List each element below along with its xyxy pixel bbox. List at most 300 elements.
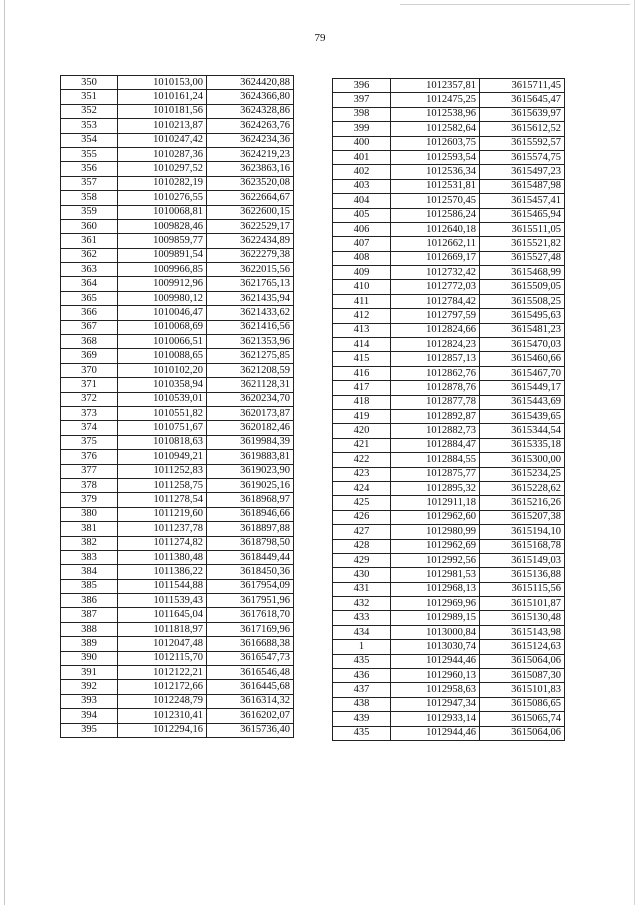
y-coordinate-cell: 3624366,80 [207, 90, 294, 104]
table-row [333, 179, 565, 193]
point-number-cell: 410 [333, 280, 391, 294]
point-number-cell: 380 [61, 507, 118, 521]
point-number-cell: 408 [333, 251, 391, 265]
x-coordinate-cell: 1009891,54 [118, 248, 207, 262]
point-number-cell: 396 [333, 79, 391, 93]
x-coordinate-cell: 1012586,24 [391, 208, 480, 222]
point-number-cell: 358 [61, 191, 118, 205]
table-row [333, 266, 565, 280]
point-number-cell: 425 [333, 496, 391, 510]
table-row [333, 208, 565, 222]
y-coordinate-cell: 3616546,48 [207, 666, 294, 680]
x-coordinate-cell: 1012947,34 [391, 697, 480, 711]
point-number-cell: 409 [333, 266, 391, 280]
y-coordinate-cell: 3615467,70 [480, 366, 565, 380]
x-coordinate-cell: 1012538,96 [391, 107, 480, 121]
y-coordinate-cell: 3619025,16 [207, 478, 294, 492]
y-coordinate-cell: 3615449,17 [480, 381, 565, 395]
y-coordinate-cell: 3615470,03 [480, 338, 565, 352]
point-number-cell: 394 [61, 709, 118, 723]
point-number-cell: 430 [333, 568, 391, 582]
table-row [61, 406, 294, 420]
point-number-cell: 428 [333, 539, 391, 553]
x-coordinate-cell: 1011386,22 [118, 565, 207, 579]
x-coordinate-cell: 1012884,47 [391, 438, 480, 452]
point-number-cell: 388 [61, 622, 118, 636]
y-coordinate-cell: 3615487,98 [480, 179, 565, 193]
x-coordinate-cell: 1010068,69 [118, 320, 207, 334]
table-row [333, 654, 565, 668]
y-coordinate-cell: 3619883,81 [207, 450, 294, 464]
table-row [333, 409, 565, 423]
y-coordinate-cell: 3615300,00 [480, 453, 565, 467]
y-coordinate-cell: 3615612,52 [480, 122, 565, 136]
x-coordinate-cell: 1010949,21 [118, 450, 207, 464]
point-number-cell: 401 [333, 150, 391, 164]
coordinates-table-right-body [333, 79, 565, 741]
x-coordinate-cell: 1011539,43 [118, 594, 207, 608]
y-coordinate-cell: 3617951,96 [207, 594, 294, 608]
point-number-cell: 361 [61, 234, 118, 248]
table-row [61, 90, 294, 104]
x-coordinate-cell: 1009980,12 [118, 291, 207, 305]
point-number-cell: 352 [61, 104, 118, 118]
x-coordinate-cell: 1012603,75 [391, 136, 480, 150]
y-coordinate-cell: 3621275,85 [207, 349, 294, 363]
table-row [333, 597, 565, 611]
table-row [333, 453, 565, 467]
table-row [61, 536, 294, 550]
point-number-cell: 398 [333, 107, 391, 121]
point-number-cell: 371 [61, 378, 118, 392]
x-coordinate-cell: 1010066,51 [118, 335, 207, 349]
table-row [61, 622, 294, 636]
x-coordinate-cell: 1010539,01 [118, 392, 207, 406]
y-coordinate-cell: 3622279,38 [207, 248, 294, 262]
point-number-cell: 423 [333, 467, 391, 481]
table-row [61, 723, 294, 737]
point-number-cell: 424 [333, 481, 391, 495]
x-coordinate-cell: 1012992,56 [391, 553, 480, 567]
y-coordinate-cell: 3621435,94 [207, 291, 294, 305]
y-coordinate-cell: 3615465,94 [480, 208, 565, 222]
point-number-cell: 377 [61, 464, 118, 478]
coordinates-table-right [332, 78, 565, 741]
y-coordinate-cell: 3615468,99 [480, 266, 565, 280]
scan-edge-left [4, 0, 5, 905]
table-row [333, 79, 565, 93]
y-coordinate-cell: 3616445,68 [207, 680, 294, 694]
table-row [61, 162, 294, 176]
point-number-cell: 389 [61, 637, 118, 651]
point-number-cell: 435 [333, 726, 391, 740]
x-coordinate-cell: 1010287,36 [118, 147, 207, 161]
point-number-cell: 431 [333, 582, 391, 596]
x-coordinate-cell: 1012875,77 [391, 467, 480, 481]
x-coordinate-cell: 1012593,54 [391, 150, 480, 164]
table-row [333, 150, 565, 164]
y-coordinate-cell: 3623520,08 [207, 176, 294, 190]
point-number-cell: 434 [333, 625, 391, 639]
y-coordinate-cell: 3621128,31 [207, 378, 294, 392]
table-row [333, 381, 565, 395]
y-coordinate-cell: 3615508,25 [480, 294, 565, 308]
table-row [61, 363, 294, 377]
x-coordinate-cell: 1012878,76 [391, 381, 480, 395]
table-row [61, 191, 294, 205]
x-coordinate-cell: 1011278,54 [118, 493, 207, 507]
x-coordinate-cell: 1010282,19 [118, 176, 207, 190]
point-number-cell: 385 [61, 579, 118, 593]
y-coordinate-cell: 3615509,05 [480, 280, 565, 294]
y-coordinate-cell: 3615460,66 [480, 352, 565, 366]
point-number-cell: 436 [333, 669, 391, 683]
table-row [333, 366, 565, 380]
point-number-cell: 437 [333, 683, 391, 697]
x-coordinate-cell: 1013000,84 [391, 625, 480, 639]
x-coordinate-cell: 1012892,87 [391, 409, 480, 423]
x-coordinate-cell: 1010046,47 [118, 306, 207, 320]
x-coordinate-cell: 1009828,46 [118, 219, 207, 233]
point-number-cell: 381 [61, 522, 118, 536]
point-number-cell: 395 [61, 723, 118, 737]
y-coordinate-cell: 3623863,16 [207, 162, 294, 176]
table-row [333, 122, 565, 136]
y-coordinate-cell: 3615344,54 [480, 424, 565, 438]
point-number-cell: 368 [61, 335, 118, 349]
table-row [333, 294, 565, 308]
table-row [61, 392, 294, 406]
point-number-cell: 375 [61, 435, 118, 449]
y-coordinate-cell: 3615101,87 [480, 597, 565, 611]
x-coordinate-cell: 1012944,46 [391, 654, 480, 668]
point-number-cell: 404 [333, 194, 391, 208]
x-coordinate-cell: 1012570,45 [391, 194, 480, 208]
x-coordinate-cell: 1012944,46 [391, 726, 480, 740]
point-number-cell: 367 [61, 320, 118, 334]
y-coordinate-cell: 3615065,74 [480, 712, 565, 726]
y-coordinate-cell: 3615087,30 [480, 669, 565, 683]
y-coordinate-cell: 3624420,88 [207, 76, 294, 90]
table-row [61, 550, 294, 564]
point-number-cell: 406 [333, 222, 391, 236]
x-coordinate-cell: 1012862,76 [391, 366, 480, 380]
x-coordinate-cell: 1012933,14 [391, 712, 480, 726]
point-number-cell: 416 [333, 366, 391, 380]
point-number-cell: 360 [61, 219, 118, 233]
x-coordinate-cell: 1012884,55 [391, 453, 480, 467]
y-coordinate-cell: 3618897,88 [207, 522, 294, 536]
y-coordinate-cell: 3624234,36 [207, 133, 294, 147]
y-coordinate-cell: 3618450,36 [207, 565, 294, 579]
x-coordinate-cell: 1011274,82 [118, 536, 207, 550]
scan-edge-top [400, 4, 630, 5]
table-row [333, 237, 565, 251]
table-row [333, 467, 565, 481]
table-row [61, 579, 294, 593]
x-coordinate-cell: 1012877,78 [391, 395, 480, 409]
y-coordinate-cell: 3624219,23 [207, 147, 294, 161]
x-coordinate-cell: 1012895,32 [391, 481, 480, 495]
point-number-cell: 363 [61, 263, 118, 277]
y-coordinate-cell: 3618968,97 [207, 493, 294, 507]
point-number-cell: 402 [333, 165, 391, 179]
table-row [333, 222, 565, 236]
table-row [61, 248, 294, 262]
table-row [61, 709, 294, 723]
x-coordinate-cell: 1012582,64 [391, 122, 480, 136]
point-number-cell: 417 [333, 381, 391, 395]
coordinates-table-left [60, 75, 294, 738]
table-row [61, 119, 294, 133]
y-coordinate-cell: 3621433,62 [207, 306, 294, 320]
table-row [61, 335, 294, 349]
table-row [61, 522, 294, 536]
y-coordinate-cell: 3622664,67 [207, 191, 294, 205]
y-coordinate-cell: 3619984,39 [207, 435, 294, 449]
point-number-cell: 422 [333, 453, 391, 467]
x-coordinate-cell: 1012047,48 [118, 637, 207, 651]
y-coordinate-cell: 3615124,63 [480, 640, 565, 654]
table-row [333, 582, 565, 596]
y-coordinate-cell: 3621765,13 [207, 277, 294, 291]
table-row [333, 309, 565, 323]
x-coordinate-cell: 1012824,66 [391, 323, 480, 337]
y-coordinate-cell: 3617954,09 [207, 579, 294, 593]
point-number-cell: 426 [333, 510, 391, 524]
x-coordinate-cell: 1010068,81 [118, 205, 207, 219]
x-coordinate-cell: 1012960,13 [391, 669, 480, 683]
point-number-cell: 411 [333, 294, 391, 308]
y-coordinate-cell: 3615194,10 [480, 525, 565, 539]
table-row [333, 107, 565, 121]
y-coordinate-cell: 3620234,70 [207, 392, 294, 406]
y-coordinate-cell: 3615527,48 [480, 251, 565, 265]
point-number-cell: 392 [61, 680, 118, 694]
table-row [61, 507, 294, 521]
point-number-cell: 355 [61, 147, 118, 161]
table-row [61, 263, 294, 277]
table-row [61, 378, 294, 392]
y-coordinate-cell: 3615335,18 [480, 438, 565, 452]
y-coordinate-cell: 3615234,25 [480, 467, 565, 481]
y-coordinate-cell: 3616547,73 [207, 651, 294, 665]
y-coordinate-cell: 3620182,46 [207, 421, 294, 435]
point-number-cell: 413 [333, 323, 391, 337]
y-coordinate-cell: 3615168,78 [480, 539, 565, 553]
table-row [333, 194, 565, 208]
point-number-cell: 1 [333, 640, 391, 654]
table-row [333, 669, 565, 683]
point-number-cell: 420 [333, 424, 391, 438]
y-coordinate-cell: 3615143,98 [480, 625, 565, 639]
table-row [333, 525, 565, 539]
table-row [61, 277, 294, 291]
y-coordinate-cell: 3622434,89 [207, 234, 294, 248]
y-coordinate-cell: 3615497,23 [480, 165, 565, 179]
table-row [61, 464, 294, 478]
x-coordinate-cell: 1012357,81 [391, 79, 480, 93]
x-coordinate-cell: 1011544,88 [118, 579, 207, 593]
y-coordinate-cell: 3622600,15 [207, 205, 294, 219]
table-row [61, 349, 294, 363]
x-coordinate-cell: 1012640,18 [391, 222, 480, 236]
table-row [333, 625, 565, 639]
x-coordinate-cell: 1012669,17 [391, 251, 480, 265]
x-coordinate-cell: 1012248,79 [118, 694, 207, 708]
table-row [333, 510, 565, 524]
point-number-cell: 350 [61, 76, 118, 90]
x-coordinate-cell: 1012172,66 [118, 680, 207, 694]
x-coordinate-cell: 1010358,94 [118, 378, 207, 392]
point-number-cell: 433 [333, 611, 391, 625]
x-coordinate-cell: 1012531,81 [391, 179, 480, 193]
y-coordinate-cell: 3615086,65 [480, 697, 565, 711]
point-number-cell: 386 [61, 594, 118, 608]
point-number-cell: 387 [61, 608, 118, 622]
y-coordinate-cell: 3615592,57 [480, 136, 565, 150]
y-coordinate-cell: 3615645,47 [480, 93, 565, 107]
y-coordinate-cell: 3618946,66 [207, 507, 294, 521]
x-coordinate-cell: 1010153,00 [118, 76, 207, 90]
y-coordinate-cell: 3615149,03 [480, 553, 565, 567]
point-number-cell: 373 [61, 406, 118, 420]
point-number-cell: 357 [61, 176, 118, 190]
y-coordinate-cell: 3615457,41 [480, 194, 565, 208]
table-row [333, 568, 565, 582]
y-coordinate-cell: 3622529,17 [207, 219, 294, 233]
table-row [333, 323, 565, 337]
point-number-cell: 378 [61, 478, 118, 492]
point-number-cell: 432 [333, 597, 391, 611]
y-coordinate-cell: 3621208,59 [207, 363, 294, 377]
point-number-cell: 351 [61, 90, 118, 104]
point-number-cell: 365 [61, 291, 118, 305]
table-row [61, 435, 294, 449]
table-row [61, 234, 294, 248]
point-number-cell: 399 [333, 122, 391, 136]
table-row [61, 594, 294, 608]
point-number-cell: 412 [333, 309, 391, 323]
x-coordinate-cell: 1011258,75 [118, 478, 207, 492]
point-number-cell: 359 [61, 205, 118, 219]
point-number-cell: 384 [61, 565, 118, 579]
table-row [61, 694, 294, 708]
x-coordinate-cell: 1011237,78 [118, 522, 207, 536]
table-row [333, 712, 565, 726]
x-coordinate-cell: 1010161,24 [118, 90, 207, 104]
y-coordinate-cell: 3615130,48 [480, 611, 565, 625]
table-row [333, 251, 565, 265]
point-number-cell: 353 [61, 119, 118, 133]
table-row [61, 608, 294, 622]
y-coordinate-cell: 3615439,65 [480, 409, 565, 423]
y-coordinate-cell: 3615443,69 [480, 395, 565, 409]
y-coordinate-cell: 3620173,87 [207, 406, 294, 420]
y-coordinate-cell: 3619023,90 [207, 464, 294, 478]
point-number-cell: 427 [333, 525, 391, 539]
y-coordinate-cell: 3618798,50 [207, 536, 294, 550]
x-coordinate-cell: 1013030,74 [391, 640, 480, 654]
table-row [61, 104, 294, 118]
table-row [61, 133, 294, 147]
y-coordinate-cell: 3615639,97 [480, 107, 565, 121]
point-number-cell: 374 [61, 421, 118, 435]
x-coordinate-cell: 1012310,41 [118, 709, 207, 723]
x-coordinate-cell: 1012911,18 [391, 496, 480, 510]
table-row [333, 539, 565, 553]
point-number-cell: 369 [61, 349, 118, 363]
point-number-cell: 415 [333, 352, 391, 366]
page-number: 79 [314, 32, 326, 44]
table-row [333, 395, 565, 409]
x-coordinate-cell: 1012969,96 [391, 597, 480, 611]
point-number-cell: 370 [61, 363, 118, 377]
x-coordinate-cell: 1009912,96 [118, 277, 207, 291]
x-coordinate-cell: 1012772,03 [391, 280, 480, 294]
point-number-cell: 400 [333, 136, 391, 150]
y-coordinate-cell: 3615481,23 [480, 323, 565, 337]
table-row [333, 553, 565, 567]
table-row [333, 496, 565, 510]
y-coordinate-cell: 3615511,05 [480, 222, 565, 236]
y-coordinate-cell: 3615228,62 [480, 481, 565, 495]
point-number-cell: 372 [61, 392, 118, 406]
x-coordinate-cell: 1011252,83 [118, 464, 207, 478]
y-coordinate-cell: 3615711,45 [480, 79, 565, 93]
table-row [333, 640, 565, 654]
x-coordinate-cell: 1010088,65 [118, 349, 207, 363]
point-number-cell: 390 [61, 651, 118, 665]
table-row [333, 438, 565, 452]
x-coordinate-cell: 1011380,48 [118, 550, 207, 564]
table-row [61, 680, 294, 694]
y-coordinate-cell: 3615136,88 [480, 568, 565, 582]
x-coordinate-cell: 1012797,59 [391, 309, 480, 323]
scan-edge-right [634, 0, 635, 905]
x-coordinate-cell: 1010276,55 [118, 191, 207, 205]
table-row [61, 637, 294, 651]
x-coordinate-cell: 1012882,73 [391, 424, 480, 438]
y-coordinate-cell: 3615736,40 [207, 723, 294, 737]
table-row [61, 147, 294, 161]
table-row [61, 666, 294, 680]
point-number-cell: 391 [61, 666, 118, 680]
table-row [61, 651, 294, 665]
point-number-cell: 366 [61, 306, 118, 320]
y-coordinate-cell: 3615101,83 [480, 683, 565, 697]
x-coordinate-cell: 1012980,99 [391, 525, 480, 539]
y-coordinate-cell: 3615115,56 [480, 582, 565, 596]
x-coordinate-cell: 1012732,42 [391, 266, 480, 280]
x-coordinate-cell: 1011219,60 [118, 507, 207, 521]
point-number-cell: 383 [61, 550, 118, 564]
y-coordinate-cell: 3618449,44 [207, 550, 294, 564]
table-row [333, 136, 565, 150]
table-row [333, 697, 565, 711]
point-number-cell: 421 [333, 438, 391, 452]
table-row [61, 565, 294, 579]
table-row [61, 421, 294, 435]
x-coordinate-cell: 1012962,60 [391, 510, 480, 524]
x-coordinate-cell: 1009966,85 [118, 263, 207, 277]
point-number-cell: 382 [61, 536, 118, 550]
y-coordinate-cell: 3616688,38 [207, 637, 294, 651]
table-row [333, 611, 565, 625]
point-number-cell: 393 [61, 694, 118, 708]
table-row [61, 450, 294, 464]
y-coordinate-cell: 3615495,63 [480, 309, 565, 323]
